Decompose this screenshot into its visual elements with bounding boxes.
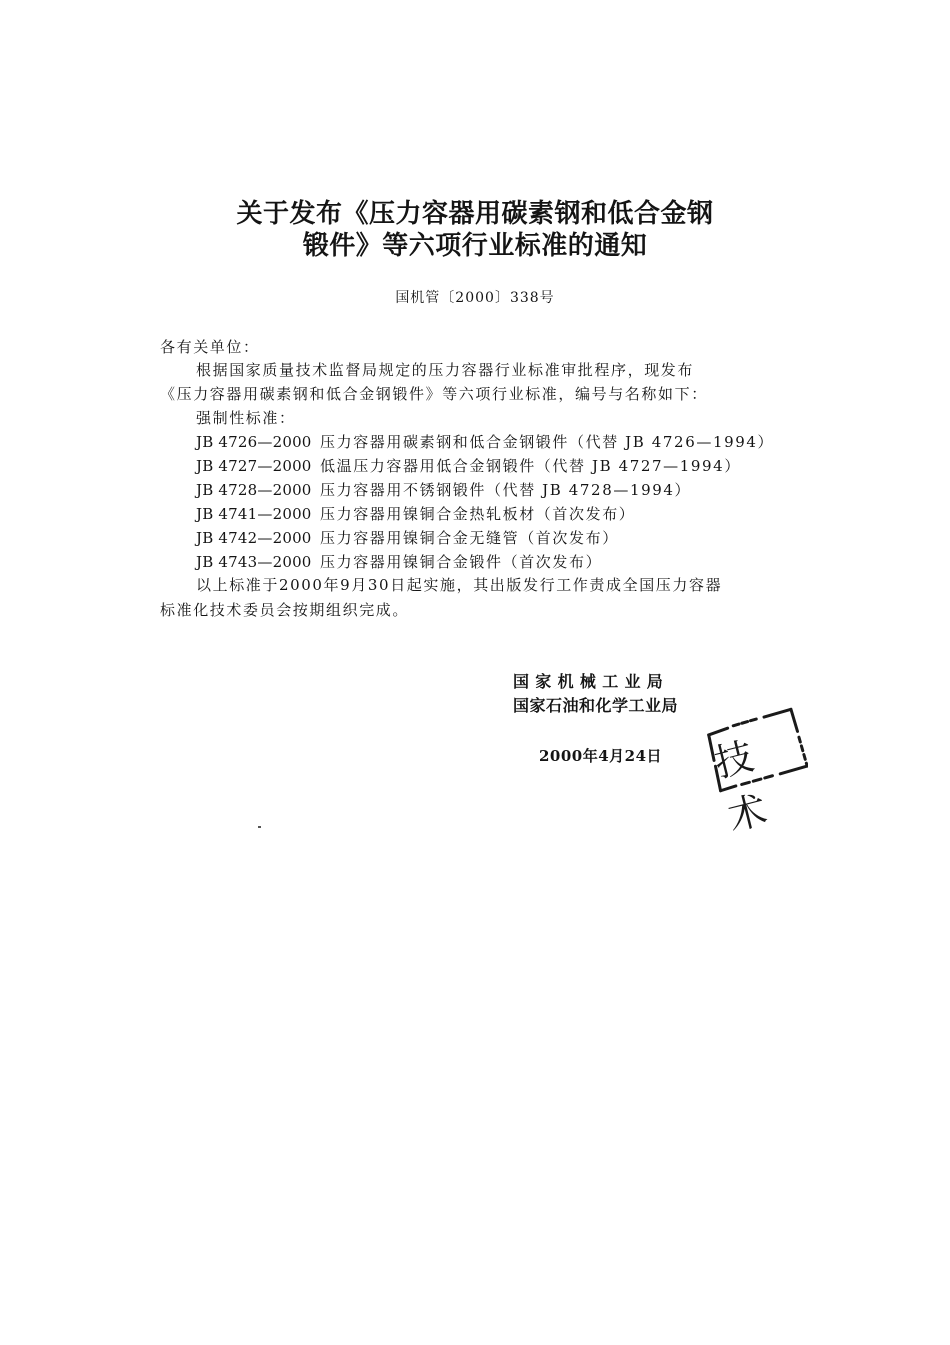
stamp-text: 技术 <box>710 731 779 840</box>
standard-name: 压力容器用镍铜合金热轧板材（首次发布） <box>320 505 636 523</box>
standard-row <box>196 430 774 454</box>
issue-date: 2000年4月24日 <box>539 747 663 765</box>
technical-stamp <box>704 706 808 840</box>
standard-row <box>196 478 691 502</box>
signatory-org-1: 国家机械工业局 <box>513 672 670 691</box>
standard-code: JB 4726—2000 <box>196 433 312 451</box>
standard-code: JB 4728—2000 <box>196 481 312 499</box>
standard-code: JB 4727—2000 <box>196 457 312 475</box>
standard-code: JB 4743—2000 <box>196 553 312 571</box>
scan-speck <box>258 826 261 828</box>
standard-name: 压力容器用不锈钢锻件（代替 JB 4728—1994） <box>320 481 692 499</box>
salutation: 各有关单位： <box>160 338 260 356</box>
document-title-line-1: 关于发布《压力容器用碳素钢和低合金钢 <box>236 199 714 229</box>
paragraph-2-line-2: 标准化技术委员会按期组织完成。 <box>160 601 410 619</box>
standard-code: JB 4741—2000 <box>196 505 312 523</box>
document-number: 国机管〔2000〕338号 <box>395 290 555 306</box>
standard-row <box>196 526 619 550</box>
mandatory-standards-label: 强制性标准： <box>196 409 296 427</box>
document-title-line-2: 锻件》等六项行业标准的通知 <box>302 231 648 261</box>
signatory-org-2: 国家石油和化学工业局 <box>513 696 679 715</box>
paragraph-2-line-1: 以上标准于2000年9月30日起实施，其出版发行工作责成全国压力容器 <box>196 576 723 594</box>
standard-name: 压力容器用镍铜合金无缝管（首次发布） <box>320 529 619 547</box>
standard-name: 低温压力容器用低合金钢锻件（代替 JB 4727—1994） <box>320 457 741 475</box>
standard-row <box>196 454 741 478</box>
standard-row <box>196 550 602 574</box>
standard-code: JB 4742—2000 <box>196 529 312 547</box>
standard-name: 压力容器用碳素钢和低合金钢锻件（代替 JB 4726—1994） <box>320 433 775 451</box>
standard-row <box>196 502 635 526</box>
paragraph-1-line-2: 《压力容器用碳素钢和低合金钢锻件》等六项行业标准，编号与名称如下： <box>160 385 708 403</box>
standard-name: 压力容器用镍铜合金锻件（首次发布） <box>320 553 603 571</box>
paragraph-1-line-1: 根据国家质量技术监督局规定的压力容器行业标准审批程序，现发布 <box>196 361 695 379</box>
